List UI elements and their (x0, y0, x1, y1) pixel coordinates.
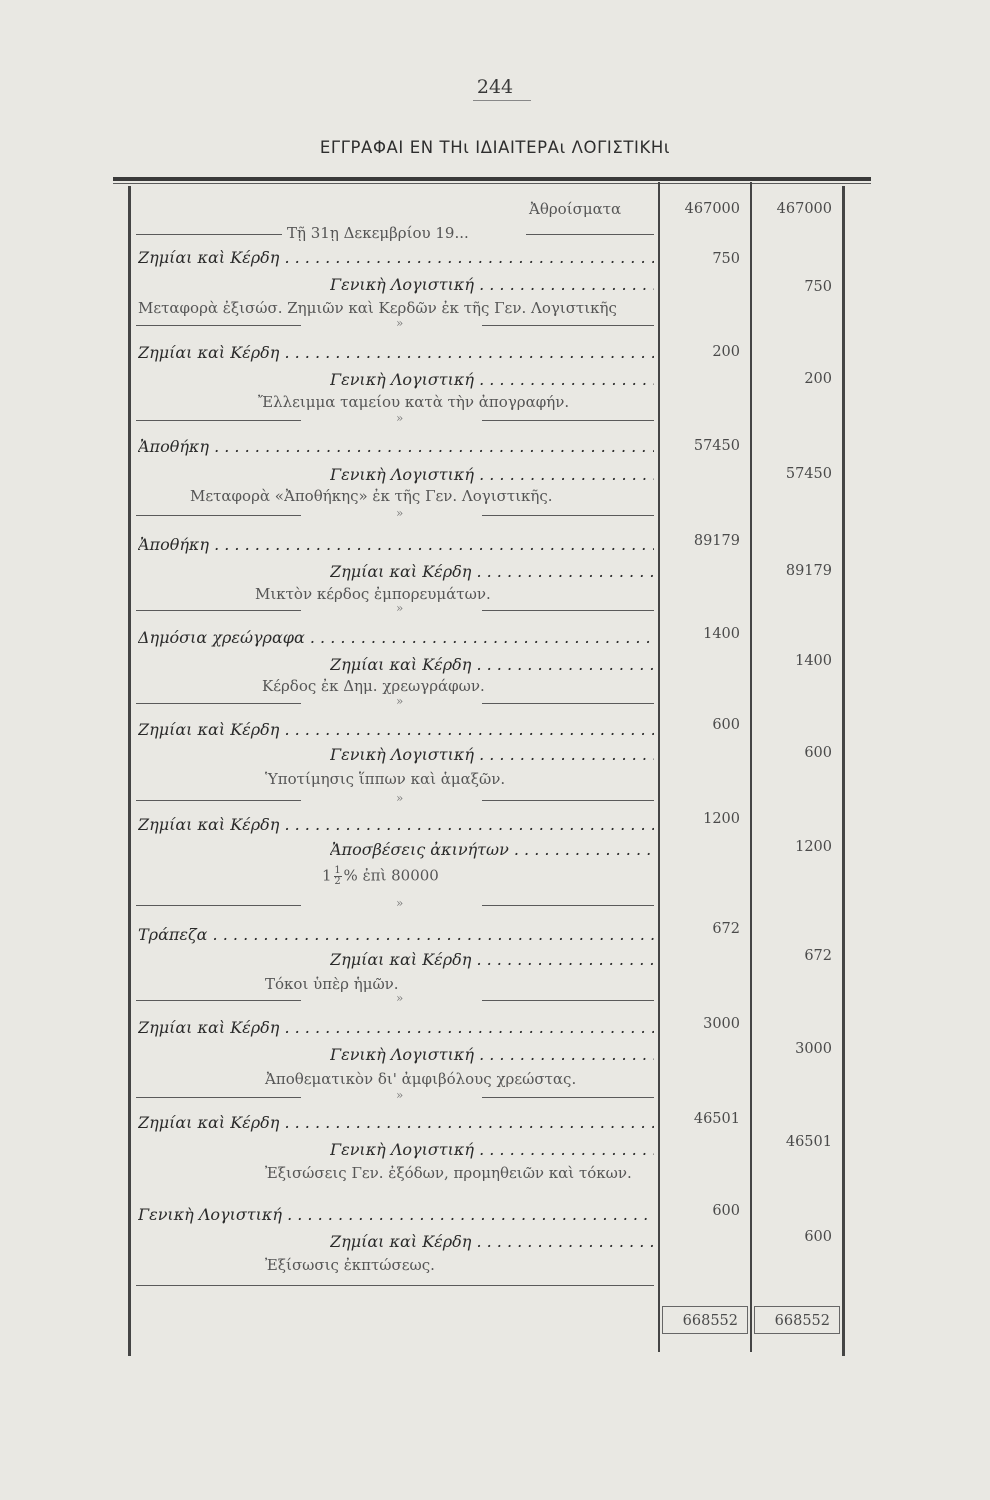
date-line: Τῇ 31ῃ Δεκεμβρίου 19... (287, 224, 469, 242)
credit-account (330, 562, 654, 582)
sums-label: Ἀθροίσματα (529, 200, 622, 218)
credit-amount: 1200 (795, 839, 832, 855)
separator-rule-right (482, 1000, 654, 1001)
credit-account-label: Γενικὴ Λογιστική . . . (330, 1045, 654, 1064)
entry-description: Ἀποθεματικὸν δι' ἀμφιβόλους χρεώστας. (265, 1070, 577, 1088)
credit-account-label: Γενικὴ Λογιστική . . . (330, 1140, 654, 1159)
credit-amount: 89179 (785, 563, 832, 579)
separator-rule-right (482, 800, 654, 801)
entry-description: Κέρδος ἐκ Δημ. χρεωγράφων. (262, 677, 485, 695)
credit-account-label: Γενικὴ Λογιστική . . . (330, 275, 654, 294)
credit-account (330, 1140, 654, 1160)
debit-account (138, 1113, 654, 1133)
credit-account (330, 950, 654, 970)
separator-rule-left (136, 905, 301, 906)
credit-account-label: Ζημίαι καὶ Κέρδη . . . (330, 1232, 654, 1251)
debit-account (138, 720, 654, 740)
debit-amount: 600 (712, 717, 740, 733)
entry-description (322, 866, 439, 887)
debit-account-label: Δημόσια χρεώγραφα . . . (138, 628, 654, 647)
date-rule-right (526, 234, 654, 235)
debit-amount: 672 (712, 921, 740, 937)
total-debit: 668552 (682, 1313, 738, 1329)
entry-description: Ἔλλειμμα ταμείου κατὰ τὴν ἀπογραφήν. (258, 393, 570, 411)
debit-account (138, 535, 654, 555)
sums-credit: 467000 (776, 201, 832, 217)
credit-amount: 600 (804, 745, 832, 761)
entry-description: Μεταφορὰ ἐξισώσ. Ζημιῶν καὶ Κερδῶν ἐκ τῆς Γεν. Λογιστικῆς (138, 299, 617, 317)
debit-account-label: Ζημίαι καὶ Κέρδη . . . (138, 720, 654, 739)
debit-amount: 89179 (693, 533, 740, 549)
top-rule-thin (113, 183, 871, 184)
credit-account (330, 1232, 654, 1252)
ledger-credit-border (750, 182, 752, 1352)
closing-rule (136, 1285, 654, 1286)
debit-amount: 57450 (693, 438, 740, 454)
debit-account (138, 925, 654, 945)
debit-amount: 1400 (703, 626, 740, 642)
debit-amount: 46501 (693, 1111, 740, 1127)
page-title: ΕΓΓΡΑΦΑΙ ΕΝ ΤΗι ΙΔΙΑΙΤΕΡΑι ΛΟΓΙΣΤΙΚΗι (319, 138, 671, 157)
ledger-left-border (128, 186, 131, 1356)
debit-account (138, 248, 654, 268)
credit-amount: 1400 (795, 653, 832, 669)
fraction-numerator: 1 (334, 865, 341, 876)
fraction (334, 866, 342, 887)
separator-rule-left (136, 703, 301, 704)
debit-amount: 200 (712, 344, 740, 360)
separator-rule-right (482, 325, 654, 326)
debit-account-label: Ζημίαι καὶ Κέρδη . . . (138, 248, 654, 267)
separator-rule-left (136, 325, 301, 326)
sums-debit: 467000 (684, 201, 740, 217)
debit-account (138, 437, 654, 457)
fraction-denominator: 2 (334, 876, 341, 887)
separator-mark: » (396, 791, 404, 805)
credit-account (330, 840, 654, 860)
entry-description: Ἐξισώσεις Γεν. ἐξόδων, προμηθειῶν καὶ τόκων. (265, 1164, 632, 1182)
credit-account-label: Γενικὴ Λογιστική . . . (330, 370, 654, 389)
credit-account (330, 655, 654, 675)
debit-account-label: Ζημίαι καὶ Κέρδη . . . (138, 1018, 654, 1037)
debit-account (138, 1018, 654, 1038)
entry-description: Ὑποτίμησις ἵππων καὶ ἁμαξῶν. (265, 770, 506, 788)
separator-mark: » (396, 896, 404, 910)
debit-account-label: Τράπεζα . . . (138, 925, 654, 944)
debit-account-label: Ἀποθήκη . . . (138, 437, 654, 456)
separator-mark: » (396, 991, 404, 1005)
separator-rule-right (482, 515, 654, 516)
debit-account (138, 628, 654, 648)
separator-mark: » (396, 411, 404, 425)
description-rest: % ἐπὶ 80000 (343, 866, 439, 885)
separator-rule-right (482, 1097, 654, 1098)
date-rule-left (136, 234, 282, 235)
debit-account-label: Ζημίαι καὶ Κέρδη . . . (138, 815, 654, 834)
debit-amount: 3000 (703, 1016, 740, 1032)
credit-account (330, 745, 654, 765)
separator-rule-left (136, 1097, 301, 1098)
debit-amount: 1200 (703, 811, 740, 827)
separator-rule-right (482, 420, 654, 421)
debit-account-label: Ζημίαι καὶ Κέρδη . . . (138, 343, 654, 362)
entry-description: Ἐξίσωσις ἐκπτώσεως. (265, 1256, 435, 1274)
page-number-rule (473, 100, 531, 101)
separator-rule-left (136, 420, 301, 421)
debit-account-label: Ἀποθήκη . . . (138, 535, 654, 554)
credit-amount: 600 (804, 1229, 832, 1245)
credit-account-label: Γενικὴ Λογιστική . . . (330, 465, 654, 484)
entry-description: Μεταφορὰ «Ἀποθήκης» ἐκ τῆς Γεν. Λογιστικῆς. (190, 487, 553, 505)
separator-mark: » (396, 316, 404, 330)
separator-mark: » (396, 601, 404, 615)
debit-account (138, 1205, 654, 1225)
credit-account (330, 465, 654, 485)
entry-description: Μικτὸν κέρδος ἐμπορευμάτων. (255, 585, 491, 603)
separator-rule-right (482, 610, 654, 611)
credit-amount: 3000 (795, 1041, 832, 1057)
separator-rule-left (136, 800, 301, 801)
credit-account (330, 1045, 654, 1065)
separator-rule-left (136, 610, 301, 611)
credit-amount: 750 (804, 279, 832, 295)
credit-amount: 46501 (785, 1134, 832, 1150)
debit-account (138, 343, 654, 363)
debit-amount: 750 (712, 251, 740, 267)
credit-amount: 672 (804, 948, 832, 964)
credit-account-label: Ζημίαι καὶ Κέρδη . . . (330, 655, 654, 674)
total-credit: 668552 (774, 1313, 830, 1329)
credit-amount: 200 (804, 371, 832, 387)
credit-account-label: Ἀποσβέσεις ἀκινήτων . . . (330, 840, 654, 859)
description-prefix: 1 (322, 866, 332, 885)
debit-account-label: Ζημίαι καὶ Κέρδη . . . (138, 1113, 654, 1132)
credit-amount: 57450 (785, 466, 832, 482)
separator-mark: » (396, 1088, 404, 1102)
credit-account-label: Ζημίαι καὶ Κέρδη . . . (330, 562, 654, 581)
debit-account-label: Γενικὴ Λογιστική . . . (138, 1205, 654, 1224)
credit-account-label: Ζημίαι καὶ Κέρδη . . . (330, 950, 654, 969)
entry-description: Τόκοι ὑπὲρ ἡμῶν. (265, 975, 399, 993)
separator-rule-left (136, 515, 301, 516)
credit-account (330, 275, 654, 295)
credit-account-label: Γενικὴ Λογιστική . . . (330, 745, 654, 764)
separator-rule-right (482, 703, 654, 704)
separator-rule-right (482, 905, 654, 906)
separator-mark: » (396, 694, 404, 708)
separator-mark: » (396, 506, 404, 520)
debit-amount: 600 (712, 1203, 740, 1219)
top-rule-thick (113, 177, 871, 181)
debit-account (138, 815, 654, 835)
separator-rule-left (136, 1000, 301, 1001)
page-number: 244 (476, 76, 514, 98)
ledger-right-border (842, 186, 845, 1356)
credit-account (330, 370, 654, 390)
